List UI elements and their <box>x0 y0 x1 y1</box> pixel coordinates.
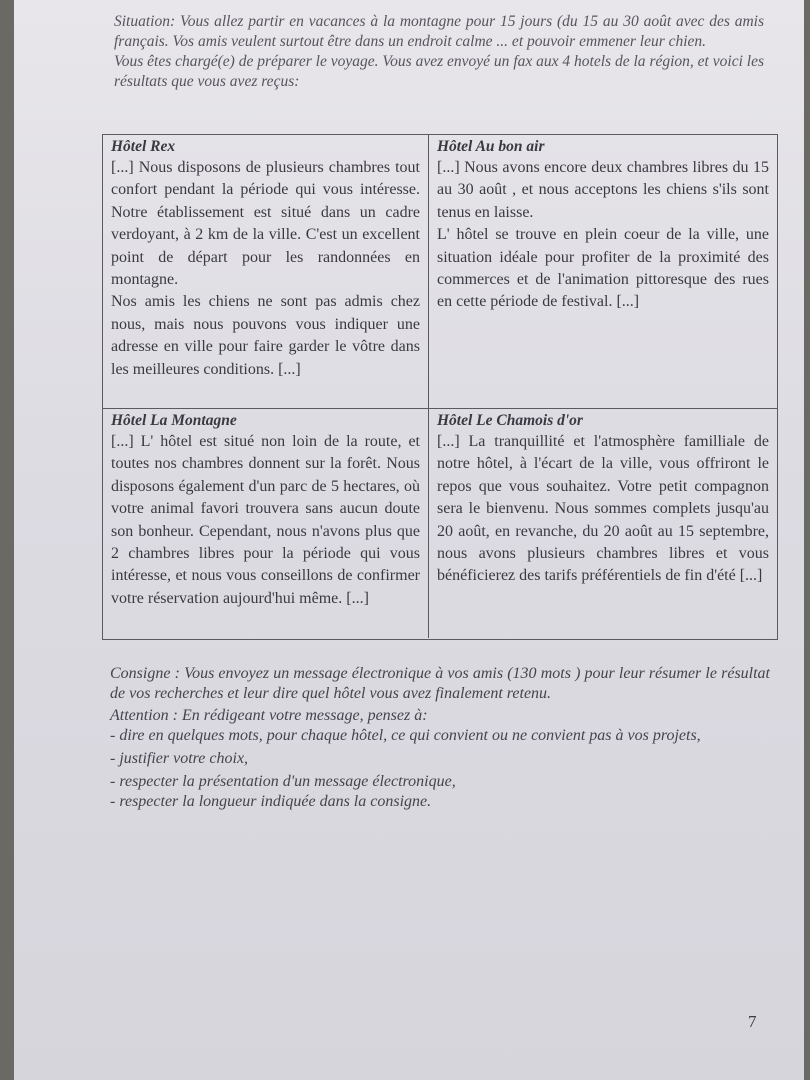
hotel-cell-au-bon-air <box>429 135 777 409</box>
hotel-cell-rex <box>103 135 429 409</box>
attention-text: Attention : En rédigeant votre message, pensez à: <box>110 707 428 724</box>
hotel-text: L' hôtel se trouve en plein coeur de la ville, une situation idéale pour profiter de la proximité des commerces et de l'animation pittoresque des rues en cette période de festival. [...] <box>437 226 769 311</box>
instruction-list <box>110 726 770 812</box>
hotels-table <box>102 134 778 640</box>
hotel-text: [...] La tranquillité et l'atmosphère familliale de notre hôtel, à l'écart de la ville, vous offriront le repos que vous souhaitez. Votre petit compagnon sera le bienvenu. Nous sommes complets jusqu'au 20 août, en revanche, du 20 août au 15 septembre, nous avons plusieurs chambres libres et vous bénéficierez des tarifs préférentiels de fin d'été [...] <box>437 433 769 585</box>
hotel-cell-la-montagne <box>103 409 429 638</box>
hotel-cell-chamois-dor <box>429 409 777 638</box>
situation-paragraph-2: Vous êtes chargé(e) de préparer le voyage. Vous avez envoyé un fax aux 4 hotels de la région, et voici les résultats que vous avez reçus: <box>114 53 764 90</box>
list-item: - justifier votre choix, <box>110 750 249 767</box>
hotel-text: [...] Nous disposons de plusieurs chambres tout confort pendant la période qui vous intéresse. Notre établissement est situé dans un cadre verdoyant, à 2 km de la ville. C'est un excellent point de départ pour les randonnées en montagne. <box>111 159 420 289</box>
consigne-text: Consigne : Vous envoyez un message électronique à vos amis (130 mots ) pour leur résumer le résultat de vos recherches et leur dire quel hôtel vous avez finalement retenu. <box>110 665 770 702</box>
situation-paragraph-1: Situation: Vous allez partir en vacances à la montagne pour 15 jours (du 15 au 30 août avec des amis français. Vos amis veulent surtout être dans un endroit calme ... et pouvoir emmener leur chien. <box>114 13 764 50</box>
list-item: - dire en quelques mots, pour chaque hôtel, ce qui convient ou ne convient pas à vos projets, <box>110 727 701 744</box>
hotel-text: [...] Nous avons encore deux chambres libres du 15 au 30 août , et nous acceptons les chiens s'ils sont tenus en laisse. <box>437 159 769 221</box>
situation-intro <box>114 12 764 92</box>
page-number: 7 <box>748 1012 757 1031</box>
worksheet-page <box>14 0 804 1080</box>
hotel-name: Hôtel Rex <box>111 138 176 155</box>
hotel-text: [...] L' hôtel est situé non loin de la route, et toutes nos chambres donnent sur la forêt. Nous disposons également d'un parc de 5 hectares, où votre animal favori trouvera sans aucun doute son bonheur. Cependant, nous n'avons plus que 2 chambres libres pour la période qui vous intéresse, et nous vous conseillons de confirmer votre réservation aujourd'hui même. [...] <box>111 433 420 607</box>
list-item: - respecter la présentation d'un message électronique, <box>110 773 456 790</box>
list-item: - respecter la longueur indiquée dans la consigne. <box>110 793 432 810</box>
hotel-name: Hôtel Au bon air <box>437 138 545 155</box>
hotel-text: Nos amis les chiens ne sont pas admis chez nous, mais nous pouvons vous indiquer une adresse en ville pour faire garder le vôtre dans les meilleures conditions. [...] <box>111 293 420 378</box>
instructions <box>110 664 770 812</box>
hotel-name: Hôtel Le Chamois d'or <box>437 412 583 429</box>
hotel-name: Hôtel La Montagne <box>111 412 237 429</box>
